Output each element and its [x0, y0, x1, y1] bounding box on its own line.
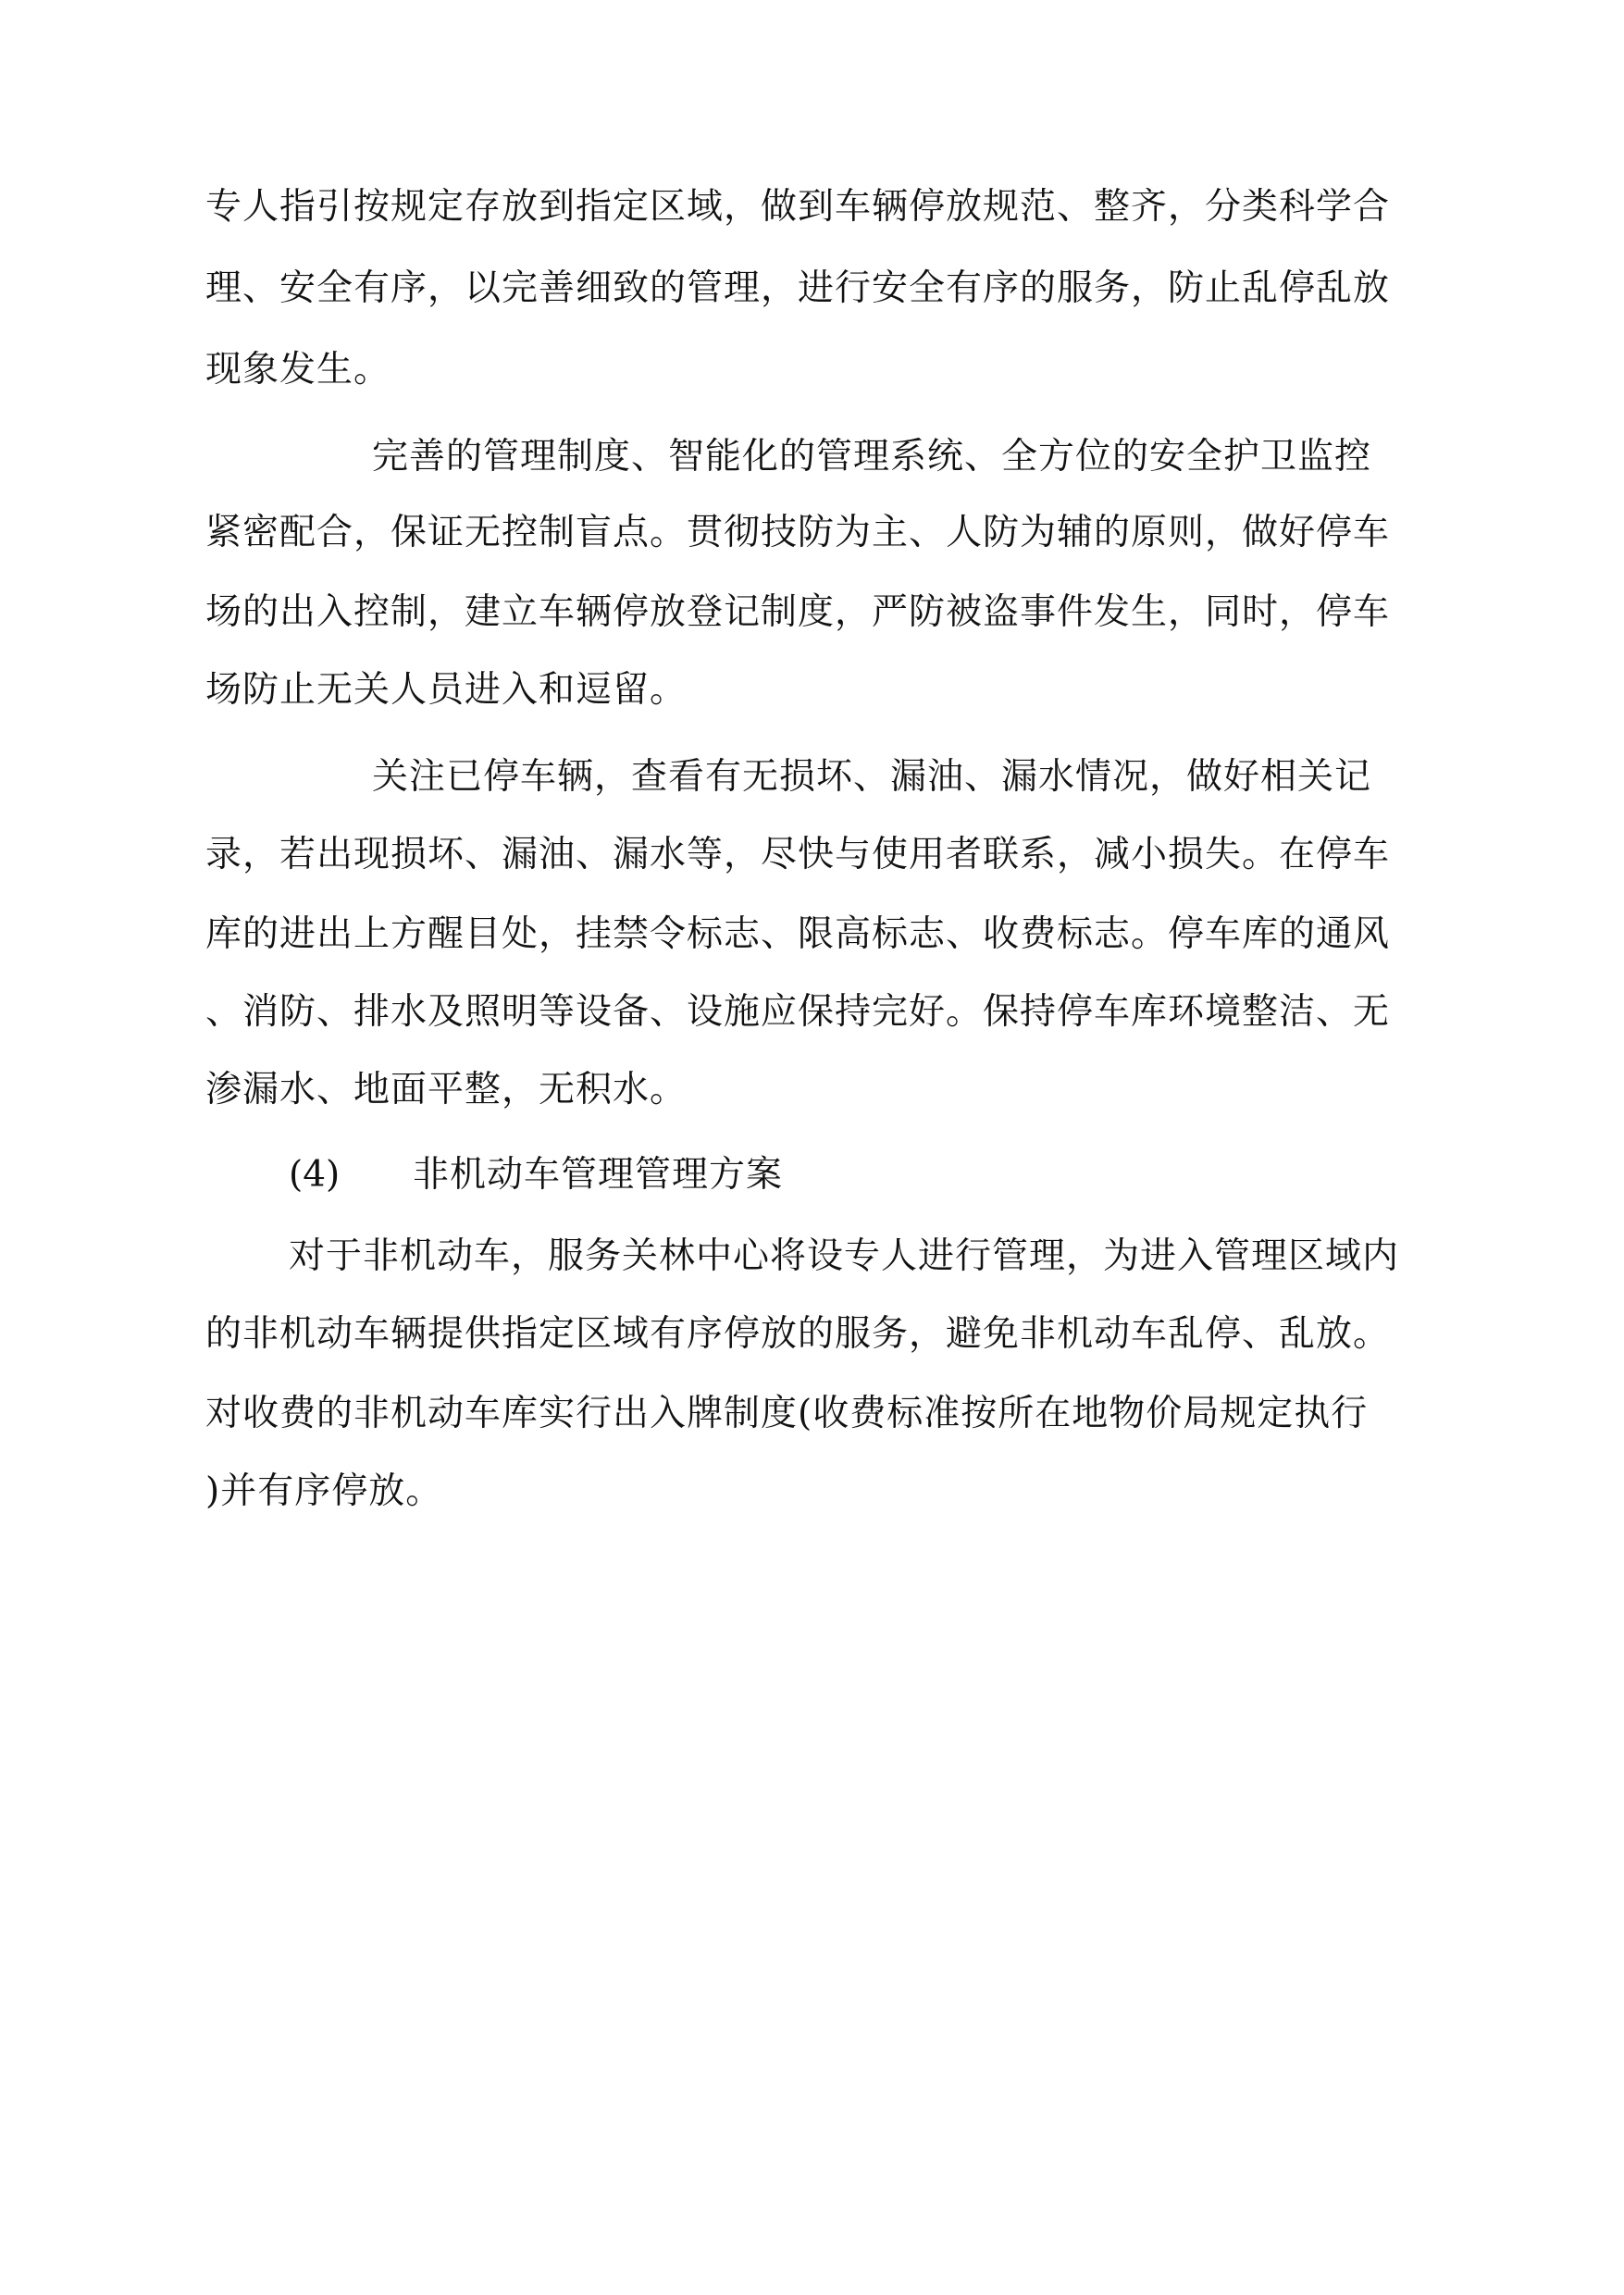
paragraph-1-line-3: 现象发生。 — [205, 349, 391, 391]
section-number: (4) — [289, 1154, 341, 1196]
paragraph-4-line-4: )并有序停放。 — [205, 1470, 443, 1512]
section-title: 非机动车管理管理方案 — [413, 1154, 784, 1196]
paragraph-4-line-3: 对收费的非机动车库实行出入牌制度(收费标准按所在地物价局规定执行 — [205, 1393, 1369, 1434]
paragraph-2-line-4: 场防止无关人员进入和逗留。 — [205, 669, 688, 711]
paragraph-3-line-2: 录，若出现损坏、漏油、漏水等，尽快与使用者联系，减小损失。在停车 — [205, 834, 1391, 875]
paragraph-4-line-2: 的非机动车辆提供指定区域有序停放的服务，避免非机动车乱停、乱放。 — [205, 1313, 1391, 1355]
paragraph-1-line-1: 专人指引按规定存放到指定区域，做到车辆停放规范、整齐，分类科学合 — [205, 186, 1391, 228]
paragraph-3-line-3: 库的进出上方醒目处，挂禁令标志、限高标志、收费标志。停车库的通风 — [205, 913, 1391, 955]
paragraph-3-line-4: 、消防、排水及照明等设备、设施应保持完好。保持停车库环境整洁、无 — [205, 991, 1391, 1033]
paragraph-2-line-3: 场的出入控制，建立车辆停放登记制度，严防被盗事件发生，同时，停车 — [205, 591, 1391, 633]
paragraph-2-line-1: 完善的管理制度、智能化的管理系统、全方位的安全护卫监控 — [372, 436, 1372, 478]
paragraph-3-line-5: 渗漏水、地面平整，无积水。 — [205, 1069, 688, 1110]
paragraph-2-line-2: 紧密配合，保证无控制盲点。贯彻技防为主、人防为辅的原则，做好停车 — [205, 512, 1391, 553]
paragraph-1-line-2: 理、安全有序，以完善细致的管理，进行安全有序的服务，防止乱停乱放 — [205, 267, 1391, 309]
paragraph-4-line-1: 对于非机动车，服务关林中心将设专人进行管理，为进入管理区域内 — [289, 1235, 1400, 1277]
paragraph-3-line-1: 关注已停车辆，查看有无损坏、漏油、漏水情况，做好相关记 — [372, 756, 1372, 798]
